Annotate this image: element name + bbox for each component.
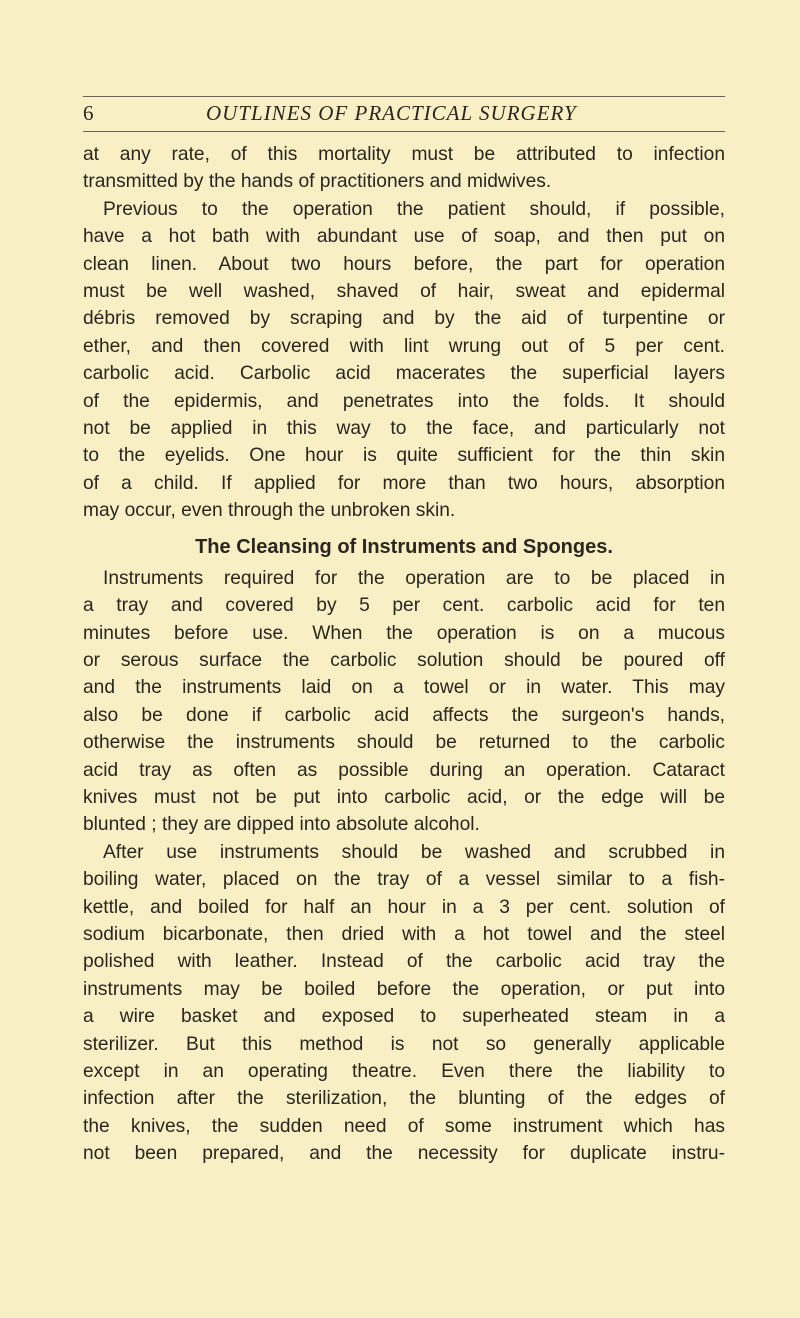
text-line: otherwise the instruments should be returned to the carbolic — [83, 732, 725, 754]
text-line: of a child. If applied for more than two hours, absorption — [83, 472, 725, 494]
text-line: Previous to the operation the patient should, if possible, — [103, 198, 725, 220]
header-rule-top — [83, 96, 725, 97]
text-line: of the epidermis, and penetrates into the folds. It should — [83, 390, 725, 412]
text-line: a tray and covered by 5 per cent. carbolic acid for ten — [83, 595, 725, 617]
text-line: After use instruments should be washed and scrubbed in — [103, 841, 725, 863]
text-line: ether, and then covered with lint wrung out of 5 per cent. — [83, 335, 725, 357]
section-heading: The Cleansing of Instruments and Sponges. — [195, 535, 613, 558]
text-line: carbolic acid. Carbolic acid macerates the superficial layers — [83, 363, 725, 385]
text-line: not been prepared, and the necessity for duplicate instru- — [83, 1143, 725, 1165]
text-line: clean linen. About two hours before, the part for operation — [83, 253, 725, 275]
text-line: kettle, and boiled for half an hour in a 3 per cent. solution of — [83, 896, 725, 918]
text-line: must be well washed, shaved of hair, sweat and epidermal — [83, 281, 725, 303]
text-line: sterilizer. But this method is not so generally applicable — [83, 1033, 725, 1055]
text-line: a wire basket and exposed to superheated steam in a — [83, 1006, 725, 1028]
section-mortality-preparation — [83, 141, 725, 525]
text-line: minutes before use. When the operation is on a mucous — [83, 622, 725, 644]
text-line: to the eyelids. One hour is quite sufficient for the thin skin — [83, 445, 725, 467]
text-line: sodium bicarbonate, then dried with a hot towel and the steel — [83, 923, 725, 945]
text-line: blunted ; they are dipped into absolute alcohol. — [83, 814, 480, 836]
text-line: knives must not be put into carbolic acid, or the edge will be — [83, 786, 725, 808]
page-body — [83, 141, 725, 1168]
text-line: acid tray as often as possible during an operation. Cataract — [83, 759, 725, 781]
text-line: transmitted by the hands of practitioners and midwives. — [83, 171, 552, 193]
paragraph — [83, 196, 725, 525]
paragraph — [83, 839, 725, 1168]
text-line: Instruments required for the operation are to be placed in — [103, 567, 725, 589]
text-line: and the instruments laid on a towel or in water. This may — [83, 677, 725, 699]
text-line: at any rate, of this mortality must be attributed to infection — [83, 144, 725, 165]
text-line: also be done if carbolic acid affects the surgeon's hands, — [83, 704, 725, 726]
text-line: except in an operating theatre. Even there the liability to — [83, 1061, 725, 1082]
running-title: OUTLINES OF PRACTICAL SURGERY — [206, 101, 577, 125]
section-cleansing-instruments — [83, 565, 725, 1168]
paragraph — [83, 565, 725, 839]
page-number: 6 — [83, 101, 94, 125]
running-header — [83, 101, 725, 129]
text-line: boiling water, placed on the tray of a vessel similar to a fish- — [83, 869, 725, 891]
text-line: instruments may be boiled before the operation, or put into — [83, 978, 725, 1000]
text-line: not be applied in this way to the face, and particularly not — [83, 418, 725, 440]
text-line: the knives, the sudden need of some instrument which has — [83, 1115, 725, 1137]
text-line: or serous surface the carbolic solution should be poured off — [83, 649, 725, 671]
text-line: have a hot bath with abundant use of soap, and then put on — [83, 226, 725, 248]
header-rule-bottom — [83, 131, 725, 132]
paragraph — [83, 141, 725, 196]
text-line: infection after the sterilization, the blunting of the edges of — [83, 1088, 725, 1110]
text-line: may occur, even through the unbroken skin. — [83, 500, 456, 522]
text-line: polished with leather. Instead of the carbolic acid tray the — [83, 951, 725, 973]
text-line: débris removed by scraping and by the aid of turpentine or — [83, 308, 725, 330]
